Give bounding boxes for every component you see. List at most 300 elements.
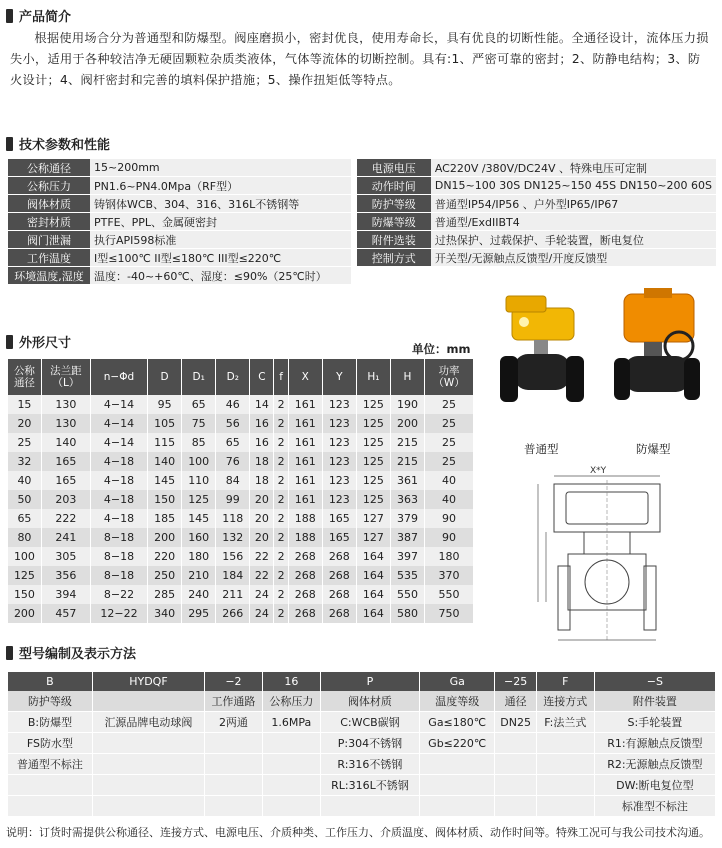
dim-cell: 8−18 [90,528,147,547]
dim-cell: 125 [356,433,390,452]
dim-cell: 2 [274,547,288,566]
dim-cell: 268 [322,547,356,566]
dim-cell: 25 [8,433,41,452]
dim-cell: 222 [41,509,90,528]
model-field-name: 温度等级 [420,691,495,712]
spec-key: 密封材质 [8,213,90,231]
spec-key: 阀体材质 [8,195,90,213]
model-code-header: Ga [420,672,495,691]
dim-cell: 123 [322,414,356,433]
dim-cell: 295 [182,604,216,623]
dim-cell: 130 [41,395,90,414]
dim-cell: 125 [356,452,390,471]
model-field-name: 阀体材质 [320,691,419,712]
dim-cell: 140 [148,452,182,471]
model-option [495,775,537,796]
spec-key: 防爆等级 [357,213,431,231]
model-option [536,775,594,796]
spec-value: 普通型/ExdIIBT4 [431,213,716,231]
dim-cell: 65 [8,509,41,528]
model-field-name: 防护等级 [8,691,92,712]
dim-cell: 4−18 [90,471,147,490]
dim-cell: 110 [182,471,216,490]
section-marker-icon [6,335,13,349]
dim-cell: 123 [322,433,356,452]
dim-cell: 16 [250,414,274,433]
dim-cell: 123 [322,490,356,509]
dim-cell: 125 [8,566,41,585]
model-option: C:WCB碳钢 [320,712,419,733]
model-option: R:316不锈钢 [320,754,419,775]
dim-cell: 397 [390,547,424,566]
dim-header: n−Φd [90,359,147,395]
dim-cell: 123 [322,452,356,471]
spec-row [8,195,716,213]
model-option [495,754,537,775]
dim-header: C [250,359,274,395]
dim-cell: 361 [390,471,424,490]
spec-value: 温度：-40~+60℃、湿度：≤90%（25℃时） [90,267,351,285]
dim-cell: 268 [288,566,322,585]
model-option: B:防爆型 [8,712,92,733]
dim-cell: 90 [425,528,474,547]
dim-cell: 268 [322,604,356,623]
model-field-name [92,691,204,712]
spec-key: 工作温度 [8,249,90,267]
dim-cell: 95 [148,395,182,414]
dim-cell: 161 [288,490,322,509]
label-normal-type: 普通型 [524,442,559,456]
normal-valve-image [500,296,584,402]
dim-cell: 22 [250,566,274,585]
dim-cell: 18 [250,452,274,471]
model-option [320,796,419,817]
dim-cell: 215 [390,452,424,471]
dim-cell: 268 [322,566,356,585]
spec-key: 环境温度,湿度 [8,267,90,285]
dim-cell: 241 [41,528,90,547]
spec-value: 铸钢体WCB、304、316、316L不锈钢等 [90,195,351,213]
dim-cell: 2 [274,604,288,623]
dim-cell: 127 [356,528,390,547]
dim-cell: 164 [356,566,390,585]
model-option: DW:断电复位型 [594,775,715,796]
dim-cell: 14 [250,395,274,414]
model-option [536,796,594,817]
model-field-name-row [8,691,716,712]
model-option: R1:有源触点反馈型 [594,733,715,754]
model-option [92,733,204,754]
dim-cell: 65 [182,395,216,414]
dim-cell: 75 [182,414,216,433]
dim-row [8,585,474,604]
dim-cell: 24 [250,585,274,604]
dim-cell: 160 [182,528,216,547]
dim-header: D₂ [216,359,250,395]
model-option [262,754,320,775]
dim-header: H₁ [356,359,390,395]
dim-cell: 100 [182,452,216,471]
dim-cell: 363 [390,490,424,509]
model-option [420,775,495,796]
model-option [420,796,495,817]
spec-value: DN15~100 30S DN125~150 45S DN150~200 60S [431,177,716,195]
model-option: RL:316L不锈钢 [320,775,419,796]
spec-table [8,159,716,285]
spec-row [8,213,716,231]
model-option [495,733,537,754]
model-option [262,775,320,796]
spec-key: 防护等级 [357,195,431,213]
dimension-table [8,359,474,623]
dim-cell: 20 [250,509,274,528]
dim-cell: 16 [250,433,274,452]
model-option: S:手轮装置 [594,712,715,733]
drawing-xy-label: X*Y [590,466,607,476]
dim-cell: 56 [216,414,250,433]
dim-cell: 161 [288,471,322,490]
dim-cell: 457 [41,604,90,623]
model-option [536,733,594,754]
dim-cell: 2 [274,490,288,509]
dim-cell: 115 [148,433,182,452]
dim-row [8,566,474,585]
dim-cell: 4−18 [90,490,147,509]
dim-cell: 123 [322,395,356,414]
model-code-header: B [8,672,92,691]
dim-cell: 750 [425,604,474,623]
dim-row [8,395,474,414]
dim-cell: 25 [425,395,474,414]
model-option [205,733,263,754]
dim-header: D₁ [182,359,216,395]
dim-cell: 188 [288,509,322,528]
dim-cell: 150 [8,585,41,604]
dim-cell: 161 [288,414,322,433]
dim-cell: 200 [148,528,182,547]
model-field-name: 连接方式 [536,691,594,712]
dim-cell: 2 [274,585,288,604]
dim-cell: 145 [148,471,182,490]
model-option [420,754,495,775]
model-code-header: 16 [262,672,320,691]
dim-cell: 100 [8,547,41,566]
dim-cell: 40 [425,490,474,509]
dim-cell: 150 [148,490,182,509]
dim-cell: 20 [250,528,274,547]
dim-cell: 22 [250,547,274,566]
dim-row [8,547,474,566]
model-option [205,754,263,775]
dim-cell: 18 [250,471,274,490]
model-option [262,733,320,754]
model-option [8,796,92,817]
section-marker-icon [6,137,13,151]
spec-key: 控制方式 [357,249,431,267]
dim-header: 公称 通径 [8,359,41,395]
dim-cell: 105 [148,414,182,433]
dim-cell: 356 [41,566,90,585]
model-option: F:法兰式 [536,712,594,733]
dim-header: 法兰距 （L） [41,359,90,395]
dim-row [8,490,474,509]
dim-cell: 25 [425,414,474,433]
dim-cell: 2 [274,395,288,414]
spec-row [8,267,716,285]
dim-cell: 200 [8,604,41,623]
dim-cell: 127 [356,509,390,528]
dim-cell: 340 [148,604,182,623]
spec-key: 阀门泄漏 [8,231,90,249]
spec-row [8,159,716,177]
dim-cell: 125 [356,414,390,433]
model-option [205,775,263,796]
dim-cell: 580 [390,604,424,623]
model-option [8,775,92,796]
dim-cell: 80 [8,528,41,547]
model-option [92,775,204,796]
unit-label: 单位：mm [412,342,471,356]
section-title-spec: 技术参数和性能 [6,134,110,153]
dim-header: D [148,359,182,395]
dim-cell: 4−18 [90,452,147,471]
dim-cell: 2 [274,509,288,528]
label-explosion-type: 防爆型 [636,442,671,456]
model-option [92,754,204,775]
section-title-model: 型号编制及表示方法 [6,643,136,662]
dim-cell: 90 [425,509,474,528]
dim-row [8,414,474,433]
dim-cell: 164 [356,585,390,604]
spec-value: AC220V /380V/DC24V 、特殊电压可定制 [431,159,716,177]
dim-cell: 200 [390,414,424,433]
dim-cell: 2 [274,528,288,547]
spec-row [8,177,716,195]
dim-row [8,604,474,623]
dim-cell: 8−18 [90,566,147,585]
dim-cell: 8−22 [90,585,147,604]
dim-cell: 184 [216,566,250,585]
dim-cell: 4−14 [90,433,147,452]
dim-cell: 8−18 [90,547,147,566]
dim-cell: 32 [8,452,41,471]
dim-header: X [288,359,322,395]
dim-cell: 125 [356,490,390,509]
dim-row [8,452,474,471]
dim-cell: 2 [274,471,288,490]
order-note: 说明：订货时需提供公称通径、连接方式、电源电压、介质种类、工作压力、介质温度、阀体材质、动作时间等。特殊工况可与我公司技术沟通。 [6,826,710,839]
product-photos [494,288,718,428]
model-option-row [8,796,716,817]
dim-cell: 125 [356,395,390,414]
dim-cell: 4−14 [90,414,147,433]
dim-cell: 266 [216,604,250,623]
model-option: Ga≤180℃ [420,712,495,733]
dim-cell: 24 [250,604,274,623]
dim-cell: 268 [322,585,356,604]
dim-cell: 125 [182,490,216,509]
spec-value: 执行API598标准 [90,231,351,249]
dim-cell: 125 [356,471,390,490]
dim-cell: 165 [41,452,90,471]
model-option [92,796,204,817]
dim-cell: 84 [216,471,250,490]
dim-cell: 132 [216,528,250,547]
model-option-row [8,775,716,796]
spec-key: 公称压力 [8,177,90,195]
dim-cell: 40 [425,471,474,490]
model-option: DN25 [495,712,537,733]
dim-row [8,528,474,547]
spec-key: 附件选装 [357,231,431,249]
dim-cell: 188 [288,528,322,547]
dim-cell: 190 [390,395,424,414]
dim-row [8,509,474,528]
dim-cell: 220 [148,547,182,566]
dim-cell: 180 [425,547,474,566]
dim-cell: 210 [182,566,216,585]
dim-cell: 2 [274,566,288,585]
spec-key: 电源电压 [357,159,431,177]
dim-cell: 305 [41,547,90,566]
dim-cell: 550 [425,585,474,604]
model-field-name: 工作通路 [205,691,263,712]
model-option: 标准型不标注 [594,796,715,817]
spec-value [431,267,716,285]
dim-cell: 161 [288,452,322,471]
dim-cell: 185 [148,509,182,528]
dim-cell: 203 [41,490,90,509]
dim-cell: 394 [41,585,90,604]
model-option: R2:无源触点反馈型 [594,754,715,775]
dim-cell: 123 [322,471,356,490]
dim-cell: 156 [216,547,250,566]
dim-cell: 46 [216,395,250,414]
spec-value: PN1.6~PN4.0Mpa（RF型） [90,177,351,195]
dim-cell: 2 [274,414,288,433]
model-option [262,796,320,817]
model-code-header: −2 [205,672,263,691]
dim-cell: 25 [425,452,474,471]
dim-cell: 2 [274,452,288,471]
dim-cell: 118 [216,509,250,528]
dim-cell: 268 [288,547,322,566]
model-option: 1.6MPa [262,712,320,733]
dim-cell: 165 [322,528,356,547]
spec-key: 公称通径 [8,159,90,177]
dim-row [8,433,474,452]
dim-cell: 164 [356,604,390,623]
model-option: 2两通 [205,712,263,733]
dim-cell: 268 [288,604,322,623]
section-marker-icon [6,646,13,660]
dim-cell: 165 [322,509,356,528]
dim-cell: 20 [8,414,41,433]
model-option [495,796,537,817]
dim-cell: 20 [250,490,274,509]
dim-cell: 65 [216,433,250,452]
model-code-header: −25 [495,672,537,691]
spec-key: 动作时间 [357,177,431,195]
dim-cell: 4−14 [90,395,147,414]
model-code-header: −S [594,672,715,691]
spec-row [8,249,716,267]
dim-cell: 161 [288,433,322,452]
dim-cell: 140 [41,433,90,452]
model-field-name: 附件装置 [594,691,715,712]
spec-key [357,267,431,285]
dim-row [8,471,474,490]
section-title-dimensions: 外形尺寸 [6,332,71,351]
dim-header: H [390,359,424,395]
model-field-name: 公称压力 [262,691,320,712]
spec-value: I型≤100℃ II型≤180℃ III型≤220℃ [90,249,351,267]
dimension-drawing [522,462,698,652]
dim-cell: 2 [274,433,288,452]
dim-cell: 25 [425,433,474,452]
dim-cell: 370 [425,566,474,585]
dim-cell: 4−18 [90,509,147,528]
model-option-row [8,733,716,754]
dim-cell: 211 [216,585,250,604]
model-option-row [8,754,716,775]
dim-cell: 99 [216,490,250,509]
dim-cell: 76 [216,452,250,471]
spec-row [8,231,716,249]
dim-cell: 50 [8,490,41,509]
dim-cell: 164 [356,547,390,566]
dim-cell: 268 [288,585,322,604]
section-marker-icon [6,9,13,23]
intro-paragraph: 根据使用场合分为普通型和防爆型。阀座磨损小，密封优良，使用寿命长，具有优良的切断性能。全通径设计，流体压力损失小，适用于各种较洁净无硬固颗粒杂质类液体，气体等流体的切断控制。具有:1、严密可靠的密封；2、防静电结构；3、防火设计；4、阀杆密封和完善的填料保护措施；5、操作扭矩低等特点。 [10,31,709,87]
explosion-proof-valve-image [614,288,700,400]
dim-cell: 387 [390,528,424,547]
dim-cell: 145 [182,509,216,528]
model-code-header: HYDQF [92,672,204,691]
dim-cell: 15 [8,395,41,414]
model-option-row [8,712,716,733]
spec-value: 过热保护、过载保护、手轮装置，断电复位 [431,231,716,249]
dim-cell: 12−22 [90,604,147,623]
dim-cell: 550 [390,585,424,604]
dim-cell: 165 [41,471,90,490]
spec-value: PTFE、PPL、金属硬密封 [90,213,351,231]
model-option [536,754,594,775]
dim-cell: 250 [148,566,182,585]
spec-value: 开关型/无源触点反馈型/开度反馈型 [431,249,716,267]
model-option [205,796,263,817]
dim-cell: 40 [8,471,41,490]
model-option: 汇源品牌电动球阀 [92,712,204,733]
model-code-table [8,672,716,817]
spec-value: 15~200mm [90,159,351,177]
model-option: Gb≤220℃ [420,733,495,754]
model-option: 普通型不标注 [8,754,92,775]
model-field-name: 通径 [495,691,537,712]
dim-header: Y [322,359,356,395]
dim-cell: 240 [182,585,216,604]
dim-header: 功率 （W） [425,359,474,395]
model-option: FS防水型 [8,733,92,754]
dim-cell: 130 [41,414,90,433]
dim-cell: 161 [288,395,322,414]
model-code-header: P [320,672,419,691]
model-code-header: F [536,672,594,691]
section-title-intro: 产品简介 [6,6,71,25]
dim-cell: 379 [390,509,424,528]
dim-cell: 215 [390,433,424,452]
dim-header: f [274,359,288,395]
